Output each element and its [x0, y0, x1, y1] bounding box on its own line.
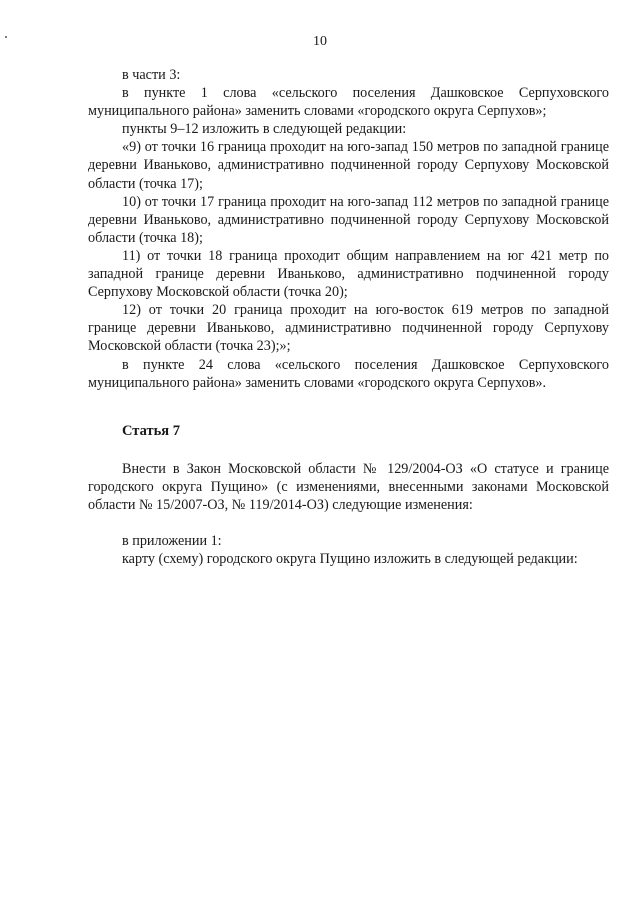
paragraph-point1: в пункте 1 слова «сельского поселения Дашковское Серпуховского муниципального района» заменить словами «городского округа Серпухов»;	[88, 85, 609, 120]
paragraph-part3-heading: в части 3:	[122, 67, 181, 83]
paragraph-points-9-12: пункты 9–12 изложить в следующей редакции:	[122, 121, 407, 138]
page-number: 10	[313, 34, 327, 49]
paragraph-point12: 12) от точки 20 граница проходит на юго-восток 619 метров по западной границе деревни Иваньково, административно подчиненной городу Серпухову Московской области (точка 23);»;	[88, 302, 609, 355]
paragraph-point9: «9) от точки 16 граница проходит на юго-запад 150 метров по западной границе деревни Иваньково, административно подчиненной городу Серпухову Московской области (точка 17);	[88, 139, 609, 192]
appendix-paragraph: карту (схему) городского округа Пущино изложить в следующей редакции:	[122, 551, 578, 568]
paragraph-point10: 10) от точки 17 граница проходит на юго-запад 112 метров по западной границе деревни Иваньково, административно подчиненной городу Серпухову Московской области (точка 18);	[88, 193, 609, 246]
appendix-label: в приложении 1:	[122, 533, 222, 550]
paragraph-gap	[88, 514, 609, 532]
paragraph-point11: 11) от точки 18 граница проходит общим направлением на юг 421 метр по западной границе деревни Иваньково, административно подчиненной городу Серпухову Московской области (точка 20);	[88, 247, 609, 301]
article-paragraph: Внести в Закон Московской области № 129/2004-ОЗ «О статусе и границе городского округа Пущино» (с изменениями, внесенными законами Московской области № 15/2007-ОЗ, № 119/2014-ОЗ) следующие изменения:	[88, 460, 609, 513]
article-heading: Статья 7	[122, 422, 180, 439]
paragraph-point24: в пункте 24 слова «сельского поселения Дашковское Серпуховского муниципального района» заменить словами «городского округа Серпухов».	[88, 356, 609, 391]
document-body	[88, 66, 609, 568]
